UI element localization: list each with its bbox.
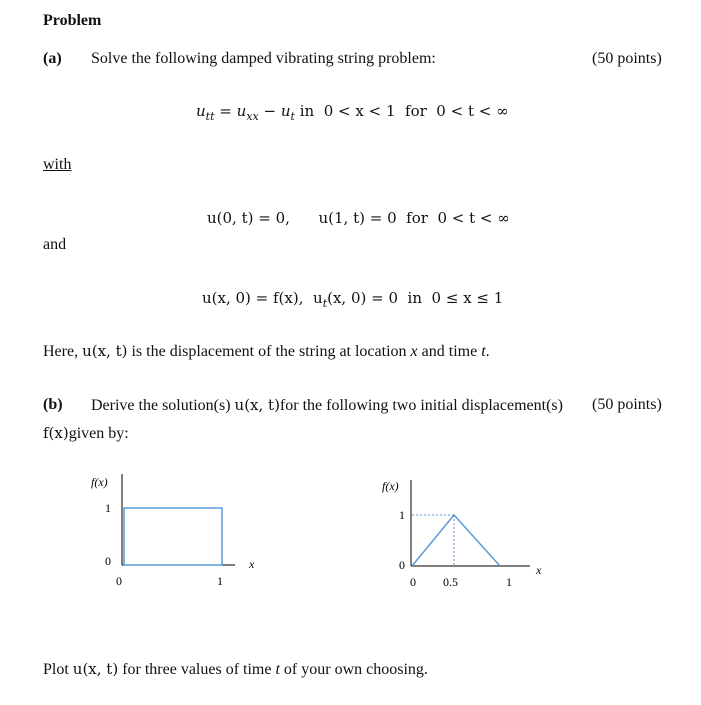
part-a-label: (a)	[43, 50, 62, 67]
graph2-xlabel: x	[536, 563, 542, 577]
graph2-triangle	[412, 515, 500, 566]
graph1-ytick-top: 1	[105, 501, 111, 515]
graph2-ylabel: f(x)	[382, 479, 399, 493]
graph2-xtick-0: 0	[410, 575, 416, 589]
graph2-ytick-bottom: 0	[399, 558, 405, 572]
here-sentence: Here, u(x, t) is the displacement of the string at location x and time t.	[43, 342, 490, 360]
graph1-square-pulse	[80, 470, 280, 600]
plot-instruction: Plot u(x, t) for three values of time t of your own choosing.	[43, 660, 428, 678]
part-b-label: (b)	[43, 396, 63, 413]
graph1-xtick-1: 1	[217, 574, 223, 588]
graph1-ylabel: f(x)	[91, 475, 108, 489]
with-label: with	[43, 156, 72, 173]
graph1-pulse	[124, 508, 222, 565]
graph2-ytick-top: 1	[399, 508, 405, 522]
and-label: and	[43, 236, 67, 253]
part-b-line2: f(x)given by:	[43, 424, 129, 442]
graph2-xtick-1: 1	[506, 575, 512, 589]
pde-equation: $u_{tt} = u_{xx} - u_t$ in 0 < x < 1 for 0 < t < ∞	[196, 102, 509, 123]
initial-conditions: u(x, 0) = f(x), $u_t(x$, 0) = 0 in 0 ≤ x ≤ 1	[202, 289, 504, 310]
problem-heading: Problem	[43, 12, 102, 29]
part-b-points: (50 points)	[592, 396, 662, 413]
boundary-conditions: u(0, t) = 0, u(1, t) = 0 for 0 < t < ∞	[207, 209, 510, 227]
graph2-triangle-pulse	[370, 470, 570, 600]
part-a-text: Solve the following damped vibrating string problem:	[91, 50, 436, 67]
graph1-ytick-bottom: 0	[105, 554, 111, 568]
graph1-xlabel: x	[249, 557, 255, 571]
part-b-text: Derive the solution(s) u(x, t)for the following two initial displacement(s)	[91, 396, 563, 414]
graph2-xtick-mid: 0.5	[443, 575, 458, 589]
part-a-points: (50 points)	[592, 50, 662, 67]
graph1-xtick-0: 0	[116, 574, 122, 588]
